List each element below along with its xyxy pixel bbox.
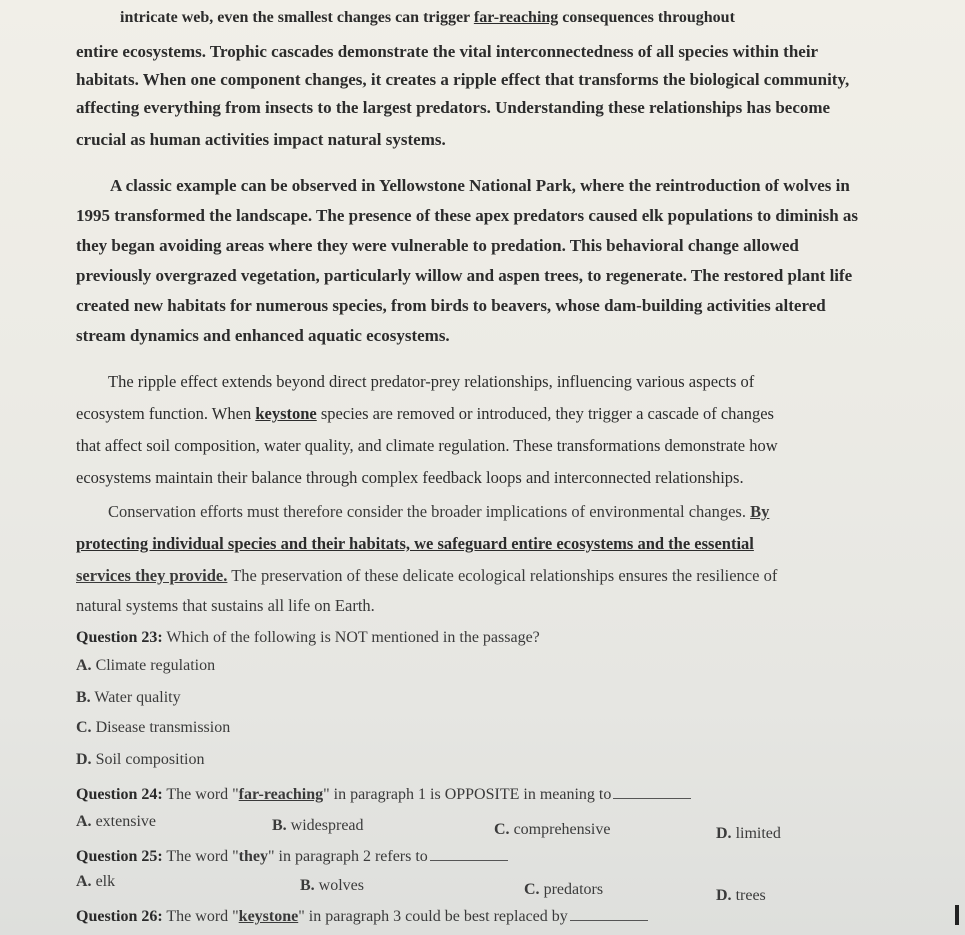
q23-option-a[interactable] [76, 656, 215, 676]
paragraph-4-line-3: natural systems that sustains all life on Earth. [76, 596, 375, 615]
question-25-word: they [238, 848, 268, 865]
text-span: " in paragraph 3 could be best replaced by [298, 908, 568, 925]
underlined-phrase-end: services they provide. [76, 566, 228, 585]
text-span: The word " [162, 786, 239, 803]
text-span: The word " [162, 848, 239, 865]
paragraph-2-line-4: created new habitats for numerous species, from birds to beavers, whose dam-building activities altered [76, 296, 826, 315]
text-span: D. [716, 887, 732, 904]
text-span: C. [76, 719, 92, 736]
text-span: C. [524, 881, 540, 898]
text-span: Conservation efforts must therefore consider the broader implications of environmental changes. [108, 502, 751, 521]
paragraph-1-line-4: crucial as human activities impact natural systems. [76, 130, 446, 149]
paragraph-1-line-2: habitats. When one component changes, it creates a ripple effect that transforms the biological community, [76, 70, 850, 89]
question-23-label: Question 23: [76, 629, 163, 646]
question-24-label: Question 24: [76, 786, 163, 803]
text-span: ecosystem function. When [76, 404, 256, 423]
text-span: Disease transmission [91, 719, 231, 736]
question-23 [76, 628, 540, 648]
paragraph-2-line-2 [76, 236, 799, 256]
text-span: limited [731, 825, 781, 842]
text-span: elk [91, 873, 116, 890]
paragraph-2-line-1: 1995 transformed the landscape. The presence of these apex predators caused elk populations to diminish as [76, 206, 859, 225]
text-span: D. [76, 751, 92, 768]
underlined-word-keystone: keystone [255, 404, 317, 423]
paragraph-4-line-0 [108, 502, 769, 522]
underlined-phrase-start: By [750, 502, 770, 521]
text-span: A. [76, 813, 92, 830]
text-span: Water quality [90, 689, 181, 706]
question-26-word: keystone [238, 908, 299, 925]
paragraph-1-line-3: affecting everything from insects to the largest predators. Understanding these relationships has become [76, 98, 831, 117]
text-span: B. [300, 877, 315, 894]
text-span: " in paragraph 2 refers to [268, 848, 428, 865]
paragraph-2-line-3: previously overgrazed vegetation, particularly willow and aspen trees, to regenerate. The restored plant life [76, 266, 853, 285]
q24-option-b[interactable] [272, 816, 364, 836]
text-span: Which of the following is NOT mentioned in the passage? [162, 629, 540, 646]
text-span: species are removed or introduced, they trigger a cascade of changes [316, 404, 774, 423]
text-span: The word " [162, 908, 239, 925]
q25-option-c[interactable] [524, 880, 603, 900]
text-span: were vulnerable to predation. This behavioral change allowed [347, 236, 799, 255]
q24-option-a[interactable] [76, 812, 156, 832]
emphasized-word-they: they [316, 236, 348, 255]
q24-option-c[interactable] [494, 820, 610, 840]
question-26-label: Question 26: [76, 908, 163, 925]
answer-blank [430, 846, 508, 861]
text-span: predators [539, 881, 604, 898]
text-span: wolves [314, 877, 364, 894]
underlined-word-far-reaching: far-reaching [473, 9, 559, 26]
paragraph-2-line-5: stream dynamics and enhanced aquatic ecosystems. [76, 326, 450, 345]
q25-option-d[interactable] [716, 886, 766, 906]
text-span: they began avoiding areas where [76, 236, 317, 255]
text-span: " in paragraph 1 is OPPOSITE in meaning to [323, 786, 612, 803]
paragraph-3-line-2: that affect soil composition, water quality, and climate regulation. These transformations demonstrate how [76, 436, 778, 455]
q23-option-b[interactable] [76, 688, 181, 708]
q24-option-d[interactable] [716, 824, 781, 844]
paragraph-1-line-1: entire ecosystems. Trophic cascades demonstrate the vital interconnectedness of all species within their [76, 42, 819, 61]
question-24-word: far-reaching [238, 786, 324, 803]
answer-blank [613, 784, 691, 799]
text-span: trees [731, 887, 766, 904]
q23-option-d[interactable] [76, 750, 204, 770]
paragraph-3-line-3: ecosystems maintain their balance through complex feedback loops and interconnected relationships. [76, 468, 744, 487]
paragraph-1-line-0 [120, 8, 735, 28]
paragraph-4-line-1: protecting individual species and their habitats, we safeguard entire ecosystems and the essential [76, 534, 754, 553]
text-span: A. [76, 873, 92, 890]
text-span: intricate web, even the smallest changes can trigger [120, 9, 474, 26]
paragraph-3-line-1 [76, 404, 774, 424]
paragraph-2-line-0: A classic example can be observed in Yellowstone National Park, where the reintroduction of wolves in [110, 176, 850, 195]
paragraph-4-line-2 [76, 566, 777, 586]
text-span: A. [76, 657, 92, 674]
page-edge-mark [955, 905, 959, 925]
text-span: C. [494, 821, 510, 838]
text-span: D. [716, 825, 732, 842]
text-span: B. [272, 817, 287, 834]
answer-blank [570, 906, 648, 921]
q23-option-c[interactable] [76, 718, 230, 738]
paragraph-3-line-0: The ripple effect extends beyond direct predator-prey relationships, influencing various aspects of [108, 372, 755, 391]
text-span: comprehensive [509, 821, 611, 838]
q25-option-a[interactable] [76, 872, 115, 892]
text-span: widespread [286, 817, 364, 834]
text-span: Soil composition [91, 751, 205, 768]
text-span: B. [76, 689, 91, 706]
text-span: consequences throughout [558, 9, 735, 26]
question-26 [76, 906, 648, 927]
question-25 [76, 846, 508, 867]
question-25-label: Question 25: [76, 848, 163, 865]
text-span: Climate regulation [91, 657, 216, 674]
q25-option-b[interactable] [300, 876, 364, 896]
question-24 [76, 784, 691, 805]
text-span: extensive [91, 813, 156, 830]
text-span: The preservation of these delicate ecological relationships ensures the resilience of [227, 566, 778, 585]
